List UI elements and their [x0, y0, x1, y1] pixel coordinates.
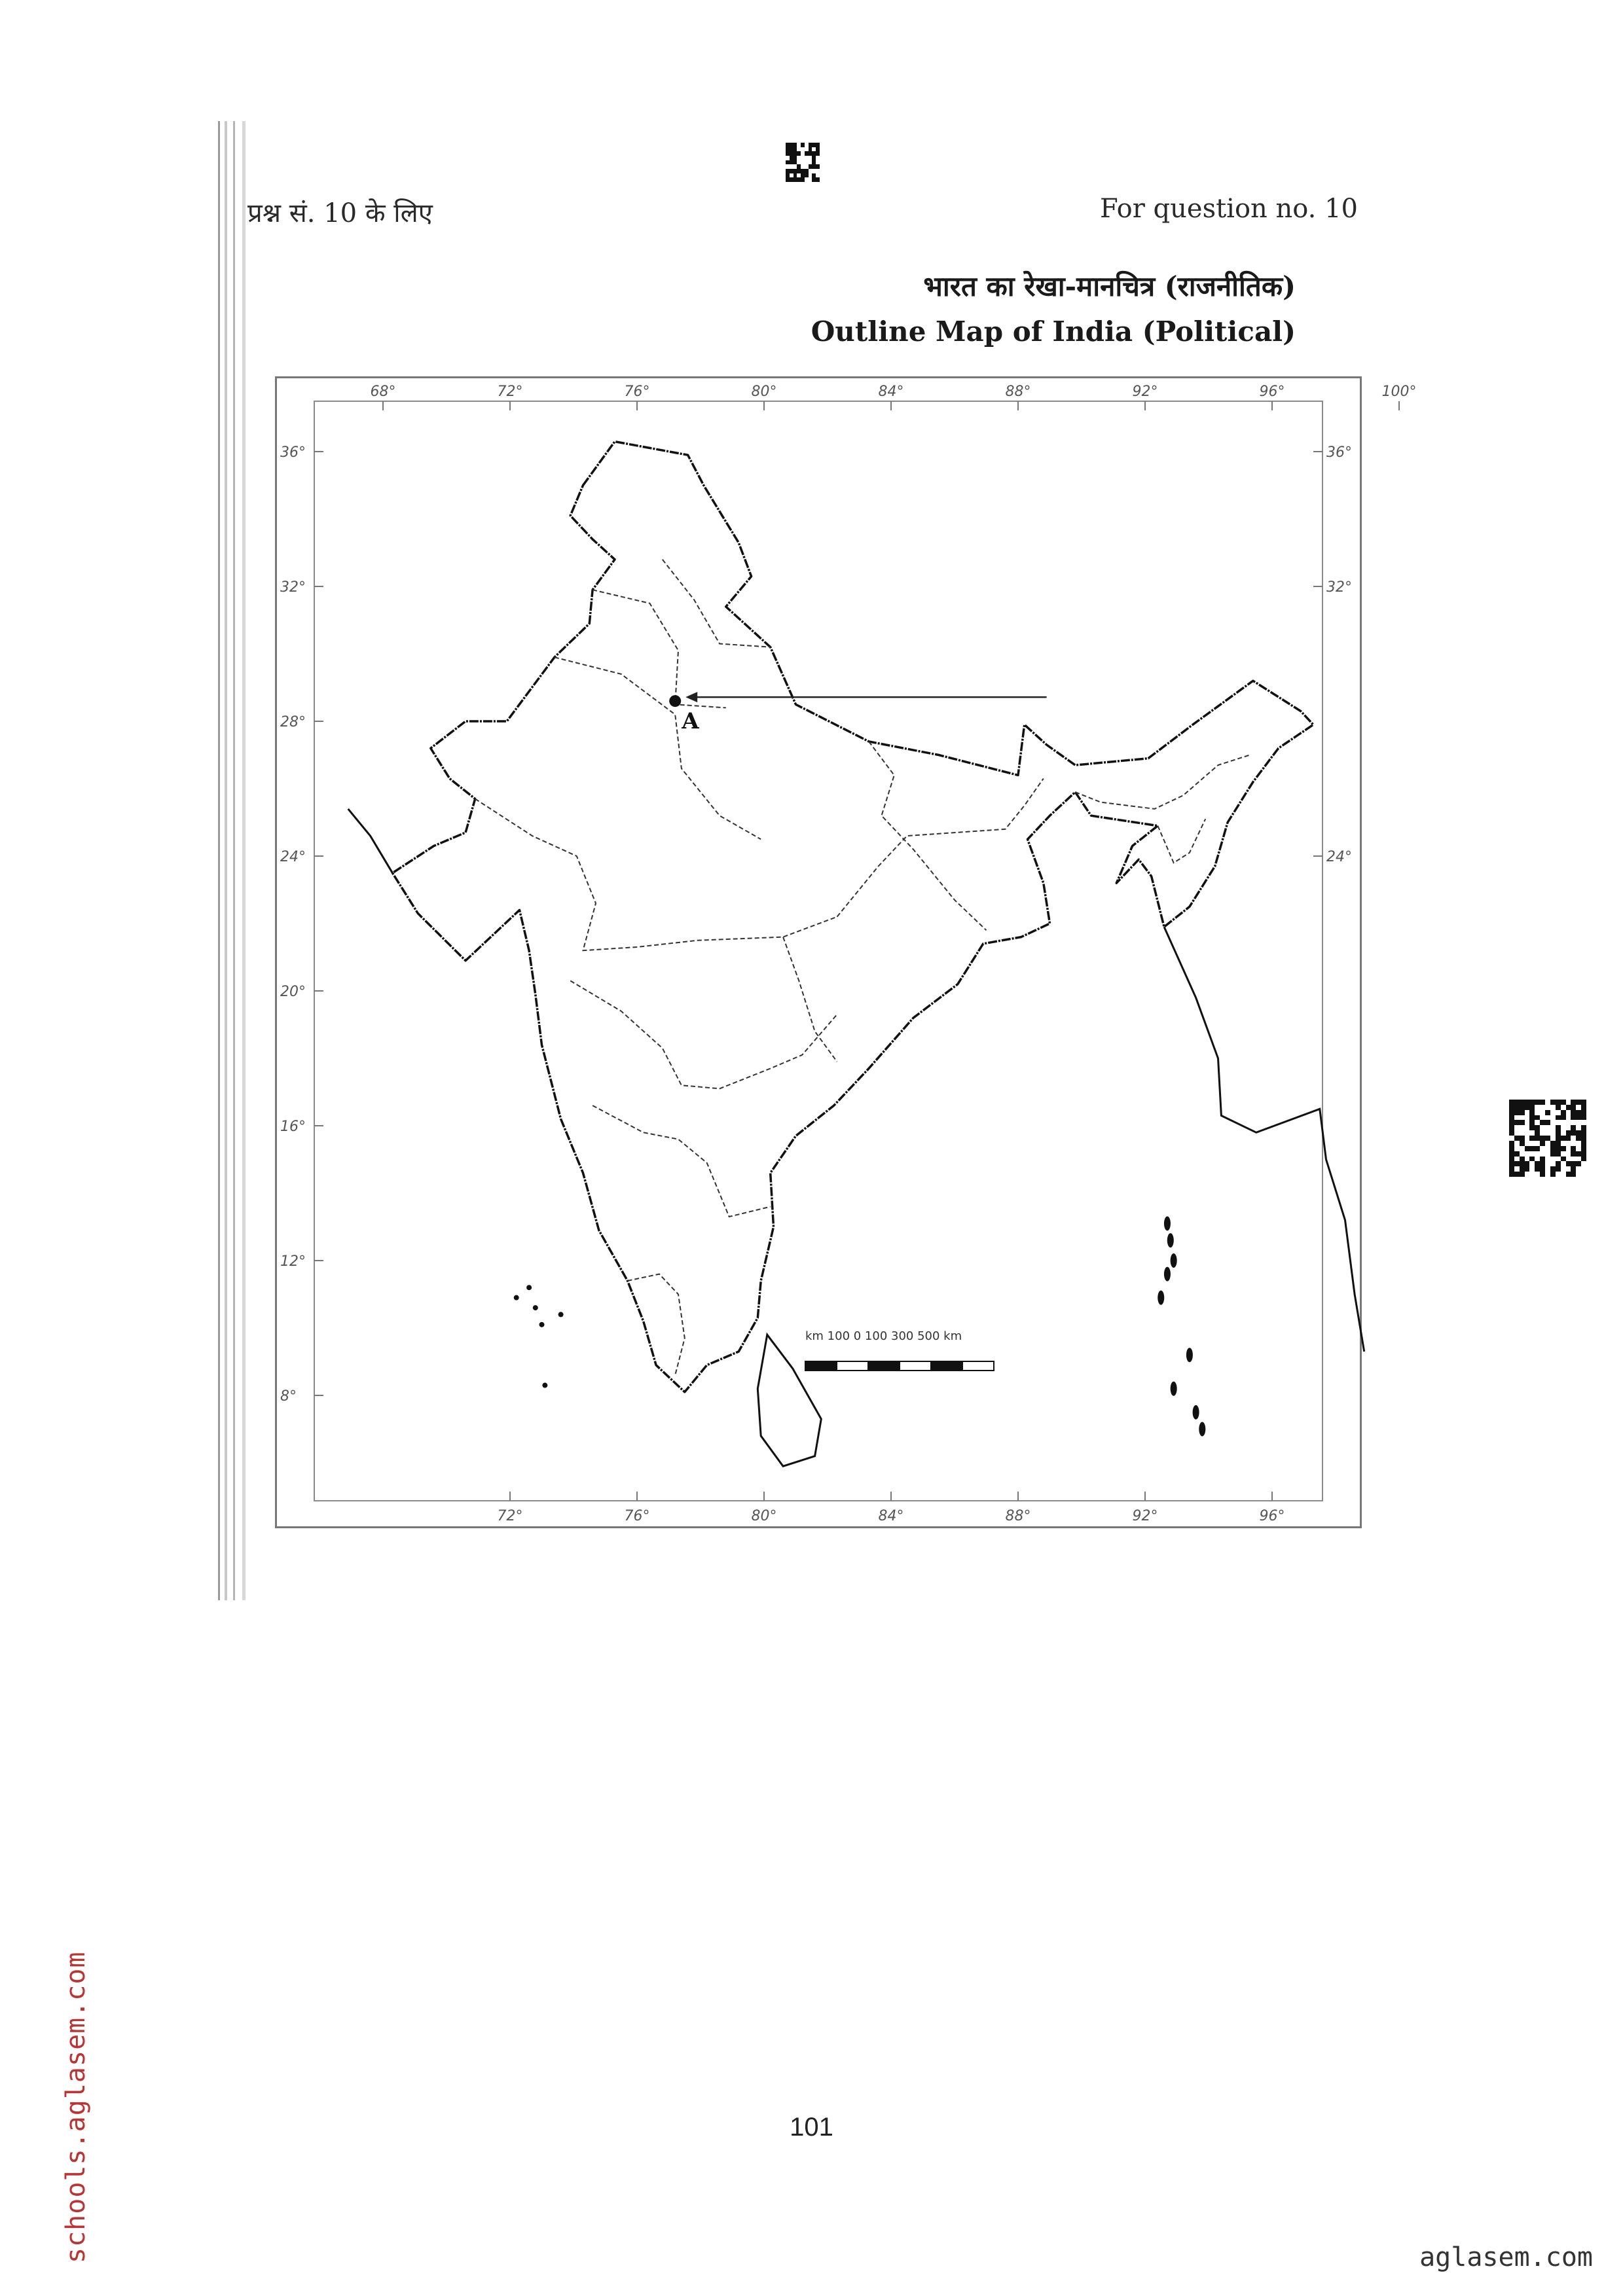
latitude-tick-label: 28° — [280, 714, 306, 730]
longitude-tick-label: 72° — [497, 1508, 523, 1524]
marker-arrow-head — [685, 692, 697, 702]
latitude-tick-label: 20° — [280, 984, 306, 1000]
longitude-tick-label: 68° — [370, 384, 396, 400]
scale-bar-segment — [900, 1361, 931, 1371]
binding-line — [242, 121, 246, 1600]
lakshadweep-island — [539, 1322, 545, 1327]
state-boundary — [837, 779, 1044, 917]
myanmar-coastline — [1164, 927, 1364, 1352]
lakshadweep-island — [514, 1295, 519, 1300]
andaman-nicobar-island — [1171, 1382, 1177, 1396]
binding-line — [218, 121, 220, 1600]
longitude-tick-label: 80° — [751, 384, 777, 400]
state-boundary — [628, 1274, 685, 1376]
map-title-hindi: भारत का रेखा-मानचित्र (राजनीतिक) — [923, 270, 1296, 302]
binding-line — [225, 121, 227, 1600]
longitude-tick-label: 76° — [624, 384, 650, 400]
andaman-nicobar-island — [1158, 1291, 1164, 1305]
longitude-tick-label: 76° — [624, 1508, 650, 1524]
state-boundary — [1158, 819, 1205, 863]
pakistan-coastline — [348, 809, 393, 873]
andaman-nicobar-island — [1164, 1216, 1171, 1230]
question-label-hindi: प्रश्न सं. 10 के लिए — [247, 198, 433, 228]
outline-map — [275, 376, 1417, 1528]
longitude-tick-label: 88° — [1005, 1508, 1031, 1524]
lakshadweep-island — [558, 1312, 564, 1317]
watermark-vertical: schools.aglasem.com — [61, 1951, 91, 2263]
andaman-nicobar-island — [1171, 1253, 1177, 1268]
latitude-tick-label: 8° — [280, 1388, 297, 1405]
latitude-tick-label: 32° — [1326, 579, 1352, 596]
longitude-tick-label: 84° — [878, 384, 904, 400]
lakshadweep-island — [542, 1383, 547, 1388]
watermark-corner: aglasem.com — [1419, 2242, 1593, 2272]
latitude-tick-label: 24° — [1326, 849, 1352, 865]
latitude-tick-label: 36° — [280, 444, 306, 461]
scale-bar-segment — [868, 1361, 900, 1371]
question-label-english: For question no. 10 — [1100, 194, 1358, 224]
state-boundary — [869, 742, 987, 930]
page-number: 101 — [790, 2113, 833, 2142]
latitude-tick-label: 16° — [280, 1119, 306, 1135]
marker-label-text: A — [682, 708, 699, 735]
qr-code-side — [1509, 1100, 1586, 1177]
andaman-nicobar-island — [1167, 1233, 1174, 1247]
scale-bar-label: km 100 0 100 300 500 km — [805, 1329, 962, 1343]
latitude-tick-label: 24° — [280, 849, 306, 865]
latitude-tick-label: 12° — [280, 1253, 306, 1270]
state-boundary — [570, 981, 837, 1089]
state-boundary — [593, 1105, 771, 1217]
longitude-tick-label: 96° — [1259, 384, 1285, 400]
marker-point — [669, 695, 681, 707]
andaman-nicobar-island — [1193, 1405, 1199, 1420]
andaman-nicobar-island — [1186, 1348, 1193, 1362]
state-boundary — [663, 560, 771, 647]
andaman-nicobar-island — [1199, 1422, 1205, 1437]
latitude-tick-label: 32° — [280, 579, 306, 596]
latitude-tick-label: 36° — [1326, 444, 1352, 461]
longitude-tick-label: 92° — [1132, 384, 1158, 400]
longitude-tick-label: 88° — [1005, 384, 1031, 400]
longitude-tick-label: 100° — [1381, 384, 1417, 400]
andaman-nicobar-island — [1164, 1267, 1171, 1282]
longitude-tick-label: 92° — [1132, 1508, 1158, 1524]
sri-lanka-outline — [757, 1335, 821, 1466]
longitude-tick-label: 80° — [751, 1508, 777, 1524]
map-title-english: Outline Map of India (Political) — [811, 315, 1296, 348]
lakshadweep-island — [533, 1305, 538, 1310]
state-boundary — [593, 590, 726, 708]
scale-bar-segment — [931, 1361, 962, 1371]
india-outline — [393, 442, 1314, 1392]
state-boundary — [783, 937, 837, 1062]
longitude-tick-label: 84° — [878, 1508, 904, 1524]
scale-bar-segment — [837, 1361, 868, 1371]
lakshadweep-island — [526, 1285, 532, 1290]
longitude-tick-label: 72° — [497, 384, 523, 400]
qr-code-top — [786, 143, 820, 182]
longitude-tick-label: 96° — [1259, 1508, 1285, 1524]
scale-bar-segment — [805, 1361, 837, 1371]
state-boundary — [475, 799, 837, 951]
scale-bar-segment — [962, 1361, 994, 1371]
binding-line — [233, 121, 235, 1600]
state-boundary — [555, 657, 761, 839]
